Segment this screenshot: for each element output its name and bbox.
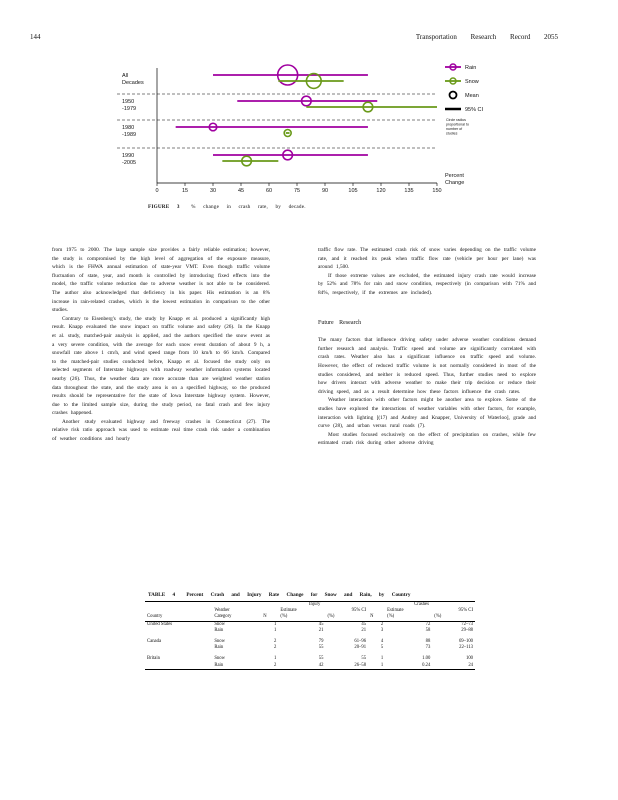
table-cell-category: Snow bbox=[214, 621, 226, 627]
figure-caption-text: % change in crash rate, by decade. bbox=[191, 204, 306, 210]
table-cell-inj-est: 55 bbox=[318, 645, 324, 651]
row-label: 1990 bbox=[122, 153, 135, 159]
x-tick-label: 135 bbox=[404, 188, 414, 194]
x-tick-label: 120 bbox=[376, 188, 386, 194]
legend-note: Circle radius proportional to number of studies bbox=[446, 118, 469, 136]
x-tick-label: 0 bbox=[155, 188, 159, 194]
table-cell-cr-n: 2 bbox=[380, 621, 384, 627]
table-cell-inj-est: 45 bbox=[318, 621, 324, 627]
x-tick-label: 15 bbox=[181, 188, 189, 194]
x-tick-label: 90 bbox=[321, 188, 329, 194]
legend-snow-label: Snow bbox=[465, 79, 479, 85]
col-header-ci: 95% CI bbox=[351, 608, 367, 614]
x-axis-label: Change bbox=[445, 180, 465, 186]
table-cell-inj-n: 2 bbox=[273, 662, 277, 668]
table-cell-country bbox=[145, 645, 212, 654]
paragraph: traffic flow rate. The estimated crash risk of snow varies depending on the traffic volume rate, and it reached its peak when traffic flow rate (vehicle per hour per lane) was around 1,500. bbox=[318, 247, 536, 271]
table-cell-inj-est: 55 bbox=[318, 656, 324, 662]
table-caption bbox=[148, 592, 414, 598]
x-tick-label: 150 bbox=[432, 188, 442, 194]
paragraph: Most studies focused exclusively on the effect of precipitation on crashes, while few estimated crash risk during other adverse driving bbox=[318, 431, 536, 447]
x-axis-label: Percent bbox=[445, 173, 464, 179]
running-header: Transportation Research Record 2055 bbox=[415, 33, 558, 41]
table-cell-inj-ci: 26–58 bbox=[354, 662, 367, 668]
table-cell-inj-est: 42 bbox=[318, 662, 324, 668]
table-cell-inj-ci: 55 bbox=[361, 656, 367, 662]
table-cell-inj-ci: 45 bbox=[361, 621, 367, 627]
figure-label: FIGURE 3 bbox=[148, 204, 180, 210]
table-cell-category: Snow bbox=[214, 639, 226, 645]
table-cell-inj-n: 1 bbox=[273, 627, 277, 633]
paragraph: Another study evaluated highway and freeway crashes in Connecticut (27). The relative risk ratio approach was used to estimate real time crash risk under a combination of weather conditions and hourly bbox=[52, 418, 270, 443]
right-column bbox=[318, 246, 536, 448]
table-cell-cr-n: 4 bbox=[380, 639, 384, 645]
forest-plot-chart bbox=[110, 58, 530, 208]
table-cell-cr-ci: 72–73 bbox=[461, 621, 473, 627]
table-cell-cr-ci: 69–100 bbox=[458, 639, 473, 645]
table-cell-category: Snow bbox=[214, 656, 226, 662]
table-row bbox=[145, 663, 475, 670]
col-header-n: N bbox=[263, 614, 267, 620]
table-cell-country: Britain bbox=[147, 656, 161, 662]
x-tick-label: 30 bbox=[209, 188, 217, 194]
table-cell-cr-n: 1 bbox=[380, 662, 384, 668]
x-tick-label: 60 bbox=[265, 188, 273, 194]
table-cell-inj-n: 1 bbox=[273, 656, 277, 662]
x-tick-label: 45 bbox=[237, 188, 245, 194]
col-header-category: Category bbox=[214, 614, 232, 620]
left-column bbox=[52, 246, 270, 444]
row-label: Decades bbox=[122, 80, 144, 86]
table-label: TABLE 4 bbox=[148, 592, 176, 598]
table-cell-cr-est: 0.24 bbox=[422, 662, 431, 668]
col-header-country: Country bbox=[147, 614, 163, 620]
data-table bbox=[145, 601, 475, 670]
group-header-injury: Injury bbox=[308, 602, 321, 607]
legend-mean-label: Mean bbox=[465, 93, 479, 99]
table-cell-cr-est: 72 bbox=[425, 621, 431, 627]
table-cell-inj-ci: 20–91 bbox=[354, 645, 367, 651]
col-header-estimate-unit: (%) bbox=[280, 614, 288, 620]
table-cell-inj-ci: 21 bbox=[361, 627, 367, 633]
row-label: -1989 bbox=[122, 132, 137, 138]
legend-mean-marker bbox=[450, 92, 457, 99]
row-label: All bbox=[122, 73, 129, 79]
page-number: 144 bbox=[30, 33, 41, 41]
table-cell-cr-ci: 22–113 bbox=[459, 645, 473, 651]
table-cell-inj-ci: 61–96 bbox=[354, 639, 367, 645]
table-cell-cr-est: 58 bbox=[425, 627, 431, 633]
paragraph: from 1975 to 2000. The large sample size provides a fairly reliable estimation; however, the study is compromised by the high level of aggregation of the exposure measure, which is the FHWA annual estimation of state-year VMT. Even though traffic volume fluctuation of state, year, and month is controlled by introducing fixed effects into the model, the traffic volume reduction due to adverse weather is not able to be considered. The author also acknowledged that deficiency in his paper. His estimation is an 8% increase in rain-related crashes, which is the lowest estimation in comparison to the other studies. bbox=[52, 247, 270, 314]
col-header-ci: 95% CI bbox=[458, 608, 473, 614]
table-cell-country: Canada bbox=[147, 639, 162, 645]
table-cell-cr-ci: 29–88 bbox=[461, 627, 473, 633]
table-cell-country: United States bbox=[147, 621, 173, 627]
col-header-estimate-unit: (%) bbox=[387, 614, 395, 620]
table-cell-category: Rain bbox=[214, 627, 224, 633]
table-caption-text: Percent Crash and Injury Rate Change for Snow and Rain, by Country bbox=[186, 592, 411, 598]
col-header-estimate: Estimate bbox=[387, 608, 404, 614]
figure-caption bbox=[148, 204, 306, 210]
table-cell-country bbox=[145, 628, 212, 637]
table-row bbox=[145, 628, 475, 637]
table-cell-country bbox=[145, 663, 212, 670]
table-cell-cr-ci: 24 bbox=[468, 662, 473, 668]
col-header-estimate: Estimate bbox=[280, 608, 297, 614]
table-cell-cr-est: 1.00 bbox=[422, 656, 431, 662]
table-cell-inj-est: 79 bbox=[318, 639, 324, 645]
table-cell-category: Rain bbox=[214, 645, 224, 651]
table-cell-inj-n: 1 bbox=[273, 621, 277, 627]
table-cell-inj-est: 21 bbox=[318, 627, 324, 633]
table-cell-cr-est: 73 bbox=[425, 645, 431, 651]
legend-ci-label: 95% CI bbox=[465, 107, 484, 113]
table-cell-cr-est: 88 bbox=[425, 639, 431, 645]
table-cell-inj-n: 2 bbox=[273, 645, 277, 651]
table-cell-cr-n: 3 bbox=[380, 627, 384, 633]
row-label: -2005 bbox=[122, 160, 137, 166]
table-cell-inj-n: 2 bbox=[273, 639, 277, 645]
table-row bbox=[145, 637, 475, 646]
table-cell-cr-n: 1 bbox=[380, 656, 384, 662]
table-row bbox=[145, 654, 475, 663]
paragraph: If those extreme values are excluded, the estimated injury crash rate would increase by 52% and 78% for rain and snow condition, respectively (in comparison with 71% and 84%, respectively, if the extremes are included). bbox=[318, 272, 536, 296]
table-row bbox=[145, 621, 475, 628]
paragraph: Weather interaction with other factors might be another area to explore. Some of the studies have explored the interactions of weather variables with other factors, for example, interaction with lighting [(17) and Andrey and Knapper, University of Waterloo], grade and curve (28), and urban versus rural roads (7). bbox=[318, 397, 536, 430]
table-row bbox=[145, 645, 475, 654]
col-header-weather: Weather bbox=[214, 608, 230, 614]
col-header-ci-unit: (%) bbox=[434, 614, 442, 620]
paragraph: The many factors that influence driving safety under adverse weather conditions demand further research and analysis. Traffic speed and volume are significantly correlated with crash rates. Weather also has a significant influence on traffic speed and volume. However, the effect of reduced traffic volume is not normally considered in most of the studies considered, and neither is reduced speed. Thus, further studies need to explore how drivers interact with adverse weather to make their trip decision or reduce their driving speed, and as a result determine how these factors influence the crash rates. bbox=[318, 337, 536, 395]
table-cell-cr-ci: 100 bbox=[465, 656, 473, 662]
section-heading: Future Research bbox=[318, 319, 362, 326]
table-cell-category: Rain bbox=[214, 662, 224, 668]
row-label: 1950 bbox=[122, 99, 135, 105]
group-header-crashes: Crashes bbox=[414, 602, 429, 607]
x-tick-label: 105 bbox=[348, 188, 358, 194]
x-tick-label: 75 bbox=[293, 188, 301, 194]
col-header-n: N bbox=[370, 614, 374, 620]
row-label: 1980 bbox=[122, 125, 135, 131]
col-header-ci-unit: (%) bbox=[327, 614, 335, 620]
legend-rain-label: Rain bbox=[465, 65, 477, 71]
table-cell-cr-n: 5 bbox=[380, 645, 384, 651]
paragraph: Contrary to Eisenberg's study, the study by Knapp et al. produced a significantly high result. Knapp evaluated the snow impact on traffic volume and safety (26). In the Knapp et al. study, matched-pair analysis is applied, and the authors specified the snow event as a very severe condition, with the average for each snow event duration of about 9 h, a snowfall rate above 1 cm/h, and wind speed range from 10 km/h to 66 km/h. Compared to the matched-pair studies conducted before, Knapp et al. focused the study only on selected segments of Interstate highways with roadway weather information systems located nearby (26). Thus, the weather data are more accurate than are weighted weather station data throughout the state, and the study area is on a specified highway, so the produced results should be representative for the state of Iowa Interstate highway system. However, due to the limited sample size, during the study period, no fatal crash and few injury crashes happened. bbox=[52, 315, 270, 417]
row-label: -1979 bbox=[122, 106, 137, 112]
